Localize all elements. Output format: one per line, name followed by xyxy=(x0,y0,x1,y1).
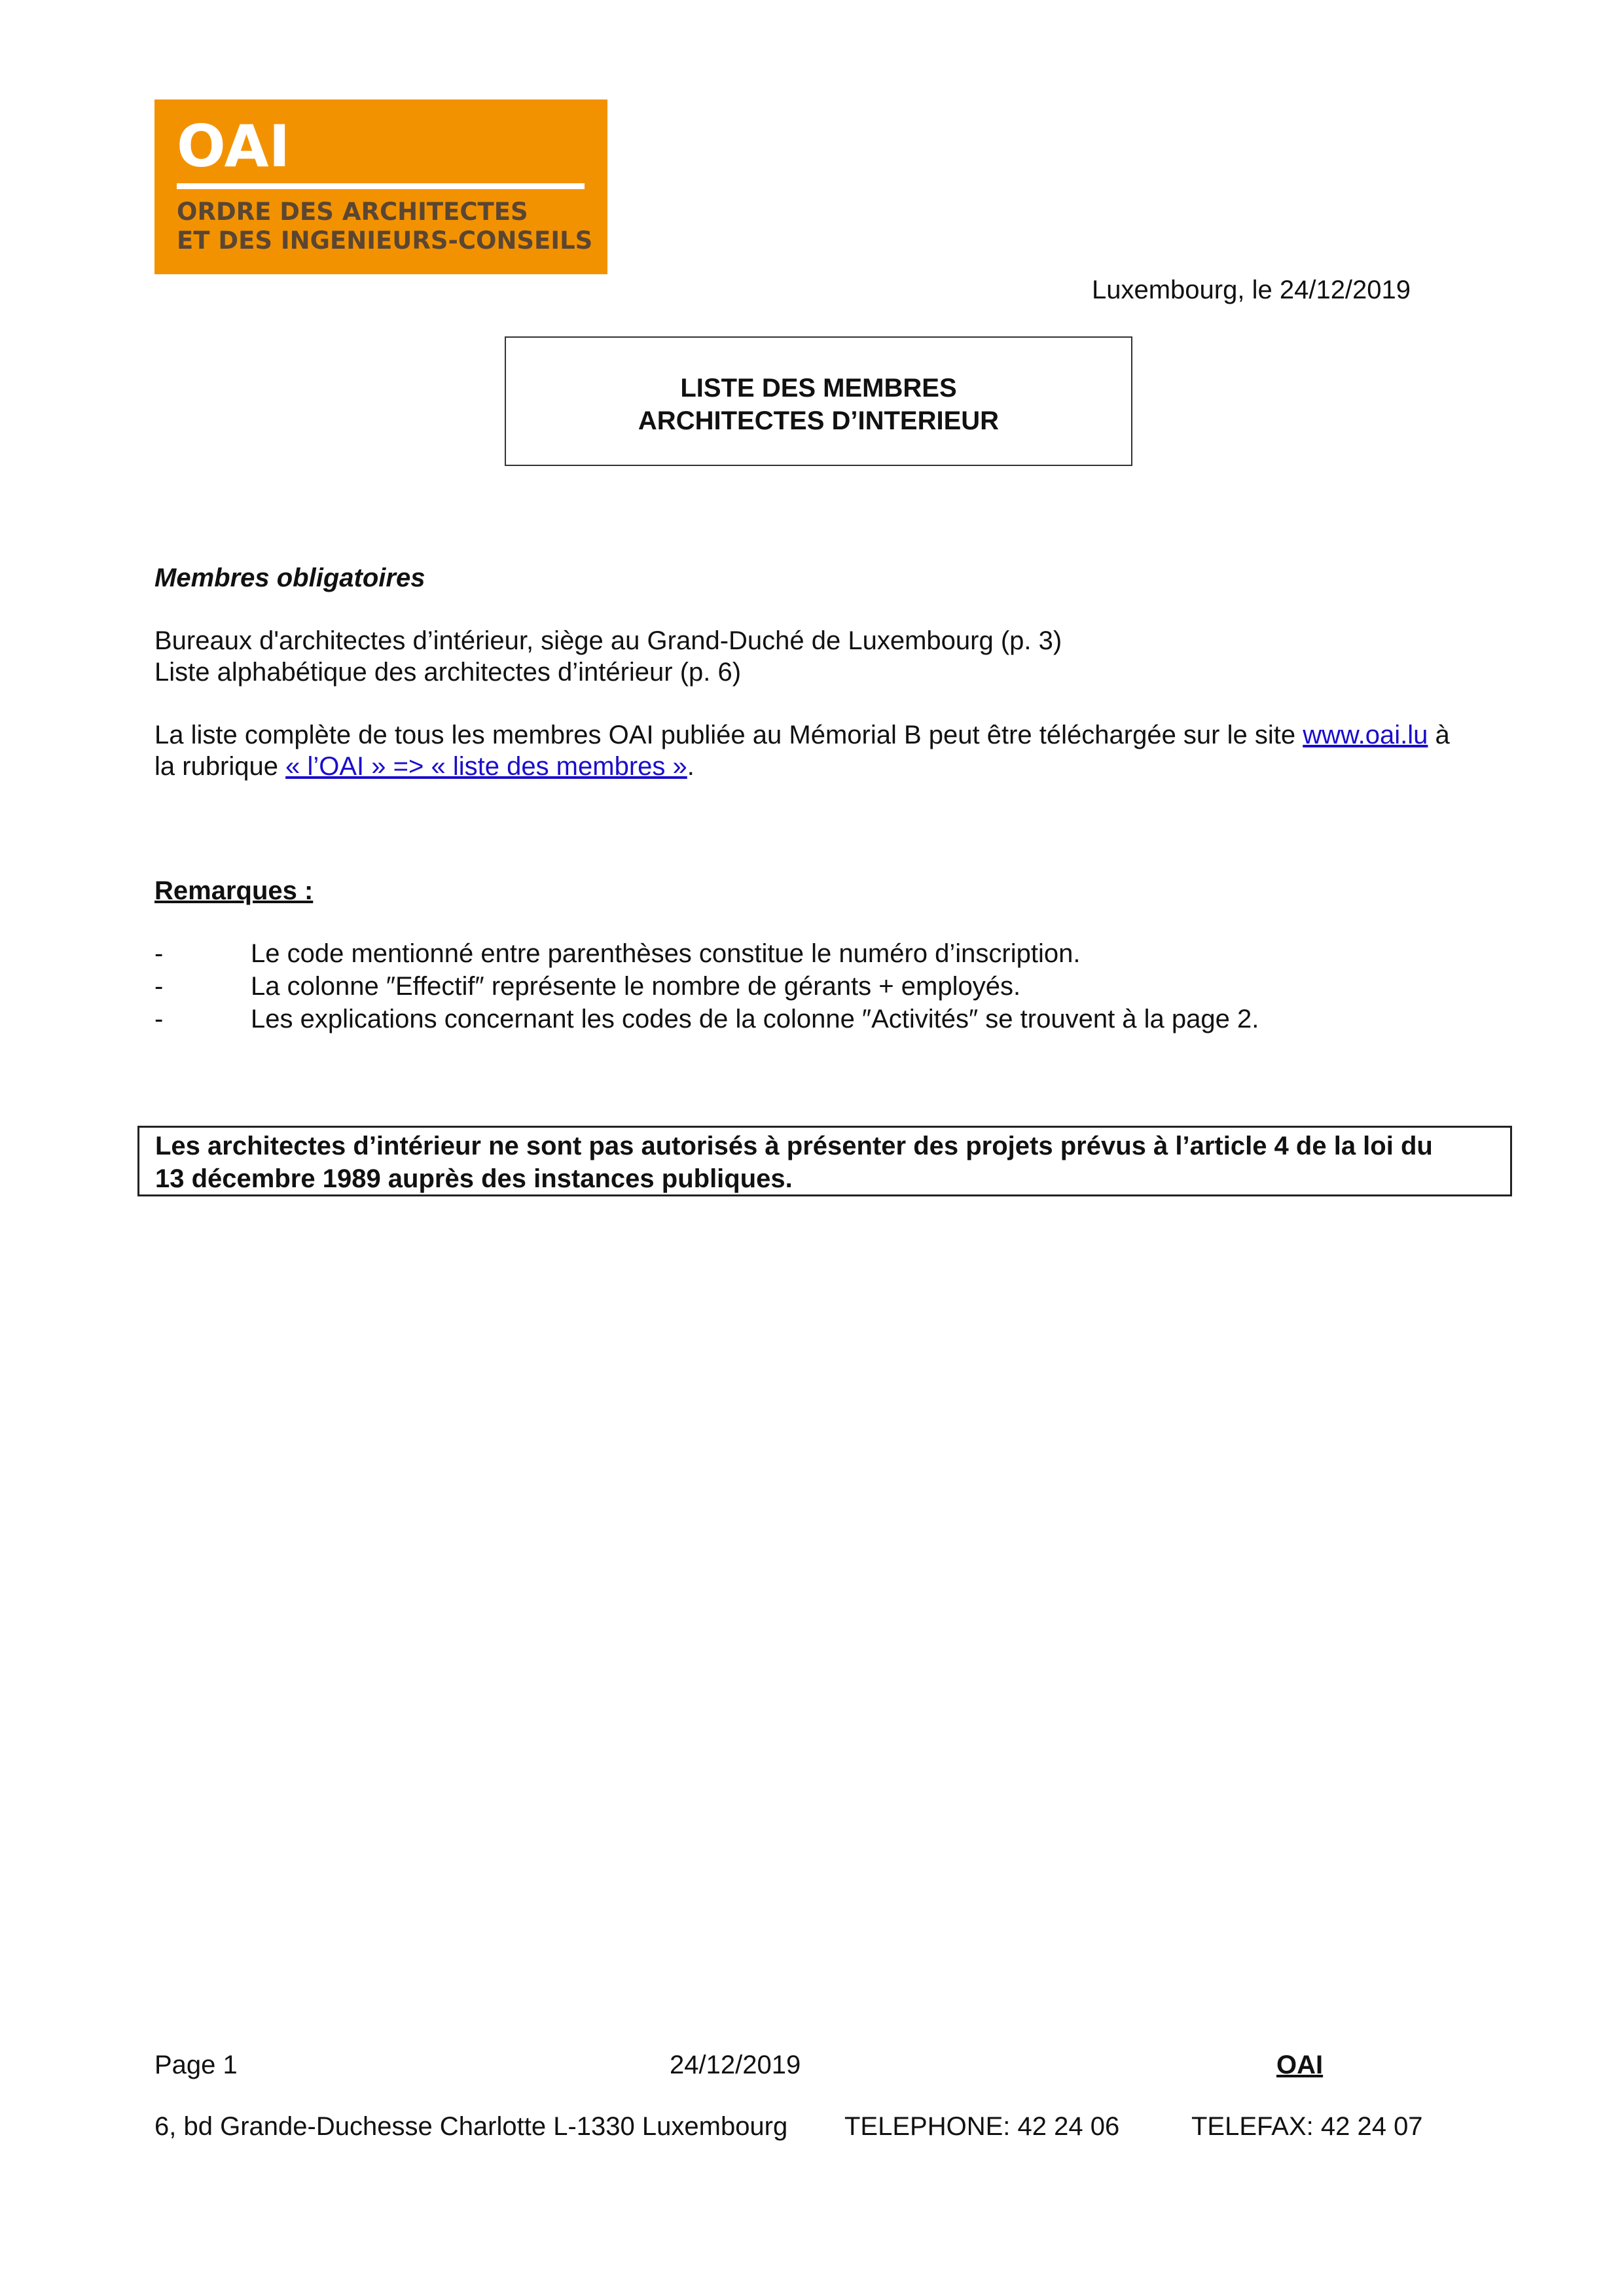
remark-item xyxy=(154,937,1080,970)
title-line-2: ARCHITECTES D’INTERIEUR xyxy=(638,406,1000,435)
member-list-link[interactable]: « l’OAI » => « liste des membres » xyxy=(285,752,687,781)
notice-line-2: 13 décembre 1989 auprès des instances publiques. xyxy=(155,1164,793,1193)
logo-line-1: ORDRE DES ARCHITECTES xyxy=(177,198,528,226)
toc-item: Liste alphabétique des architectes d’intérieur (p. 6) xyxy=(154,658,742,687)
remark-text: Le code mentionné entre parenthèses constitue le numéro d’inscription. xyxy=(251,939,1081,968)
title-line-1: LISTE DES MEMBRES xyxy=(680,374,957,403)
footer-address: 6, bd Grande-Duchesse Charlotte L-1330 Luxembourg xyxy=(154,2112,788,2141)
section-heading: Membres obligatoires xyxy=(154,564,425,592)
remark-item xyxy=(154,1003,1259,1035)
remark-text: La colonne ″Effectif″ représente le nombre de gérants + employés. xyxy=(251,972,1021,1001)
info-paragraph-line-1 xyxy=(154,719,1450,751)
remark-item xyxy=(154,970,1020,1003)
logo-line-2: ET DES INGENIEURS-CONSEILS xyxy=(177,226,593,255)
remarks-heading: Remarques : xyxy=(154,876,314,905)
info-text: La liste complète de tous les membres OAI publiée au Mémorial B peut être téléchargée sur le site xyxy=(154,721,1303,749)
info-text: la rubrique xyxy=(154,752,286,781)
logo-rule xyxy=(177,183,585,189)
bullet-dash: - xyxy=(154,939,164,968)
bullet-dash: - xyxy=(154,1005,164,1033)
footer-organization: OAI xyxy=(1276,2051,1324,2079)
info-text: à xyxy=(1428,721,1450,749)
oai-logo xyxy=(154,99,607,274)
footer-date: 24/12/2019 xyxy=(670,2051,801,2079)
remark-text: Les explications concernant les codes de la colonne ″Activités″ se trouvent à la page 2. xyxy=(251,1005,1259,1033)
notice-box xyxy=(137,1126,1512,1196)
toc-item: Bureaux d'architectes d’intérieur, siège au Grand-Duché de Luxembourg (p. 3) xyxy=(154,626,1062,655)
footer-telephone: TELEPHONE: 42 24 06 xyxy=(844,2112,1120,2141)
info-text: . xyxy=(687,752,695,781)
notice-line-1: Les architectes d’intérieur ne sont pas autorisés à présenter des projets prévus à l’article 4 de la loi du xyxy=(155,1132,1433,1160)
site-link[interactable]: www.oai.lu xyxy=(1303,721,1428,749)
bullet-dash: - xyxy=(154,972,164,1001)
footer-telefax: TELEFAX: 42 24 07 xyxy=(1191,2112,1423,2141)
footer-page-number: Page 1 xyxy=(154,2051,238,2079)
logo-abbreviation: OAI xyxy=(177,113,291,180)
info-paragraph-line-2 xyxy=(154,750,695,783)
title-box xyxy=(505,336,1132,466)
document-date: Luxembourg, le 24/12/2019 xyxy=(1092,276,1411,304)
